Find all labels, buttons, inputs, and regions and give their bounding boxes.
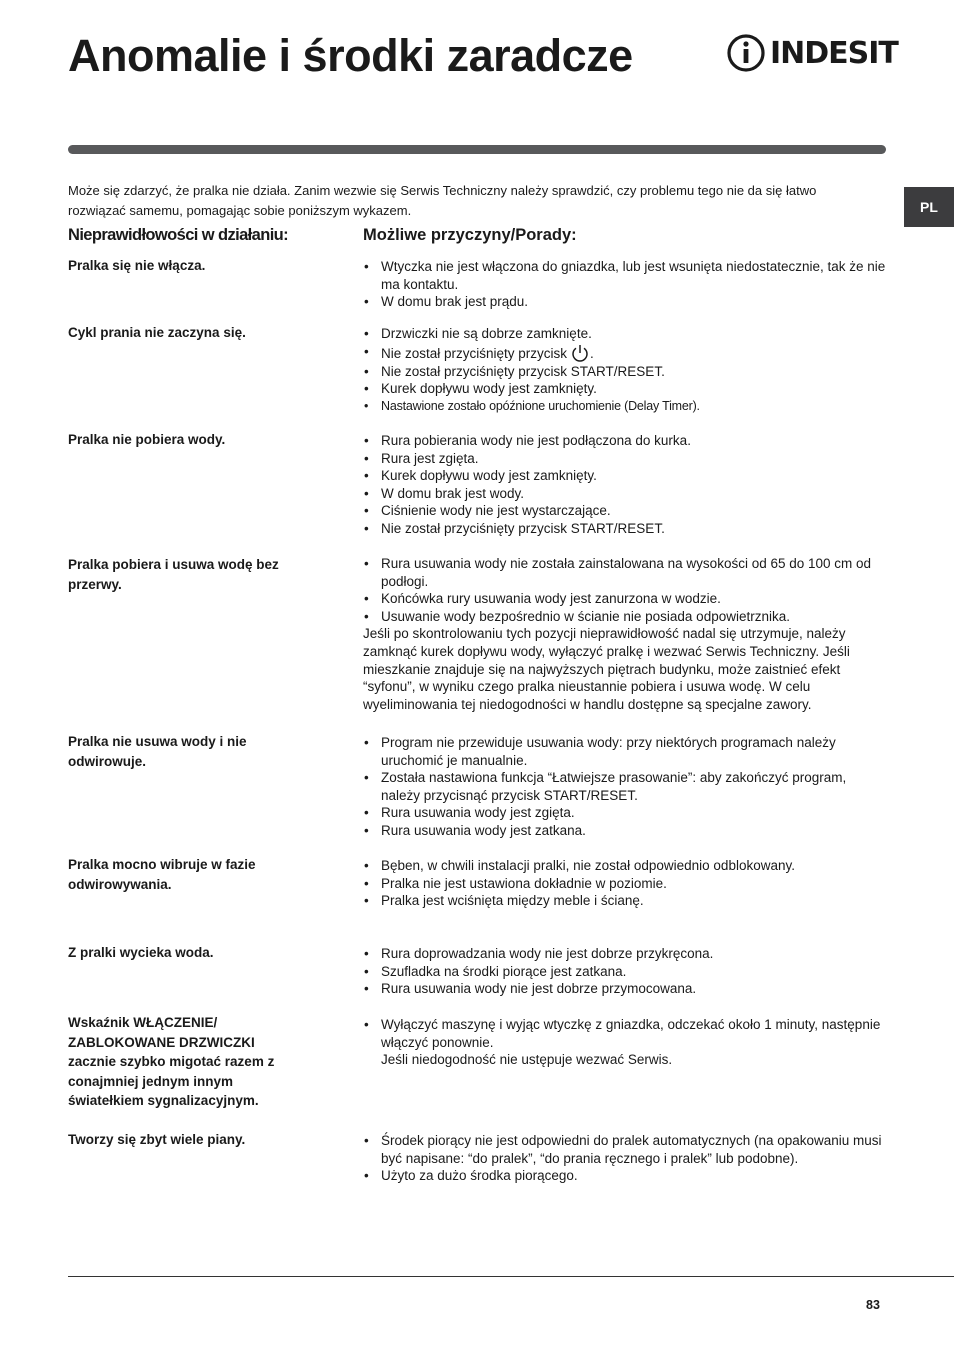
cause-item: • Rura usuwania wody nie jest dobrze przymocowana. (363, 980, 888, 998)
cause-item: • Wyłączyć maszynę i wyjąc wtyczkę z gniazdka, odczekać około 1 minuty, następnie włączyć ponownie. (363, 1016, 888, 1051)
page-title: Anomalie i środki zaradcze (68, 30, 633, 81)
cause-item: • Kurek dopływu wody jest zamknięty. (363, 467, 888, 485)
causes-list (363, 325, 888, 415)
problem-label: Pralka pobiera i usuwa wodę bez przerwy. (68, 557, 279, 592)
problem-label: Pralka się nie włącza. (68, 258, 206, 273)
cause-item: • Usuwanie wody bezpośrednio w ścianie nie posiada odpowietrznika. (363, 608, 888, 626)
problem-label: Tworzy się zbyt wiele piany. (68, 1132, 246, 1147)
causes-list (363, 432, 888, 538)
problem-label: Pralka nie pobiera wody. (68, 432, 226, 447)
cause-item: • Rura usuwania wody jest zatkana. (363, 822, 888, 840)
intro-paragraph: Może się zdarzyć, że pralka nie działa. Zanim wezwie się Serwis Techniczny należy sprawdzić, czy problemu tego nie da się łatwo rozwiązać samemu, pomagając sobie poniższym wykazem. (68, 183, 817, 218)
cause-note: Jeśli niedogodność nie ustępuje wezwać Serwis. (381, 1052, 673, 1068)
cause-item: • Szufladka na środki piorące jest zatkana. (363, 963, 888, 981)
problem-label: Pralka nie usuwa wody i nie odwirowuje. (68, 734, 247, 769)
problem-label: Wskaźnik WŁĄCZENIE/ ZABLOKOWANE DRZWICZKI zacznie szybko migotać razem z conajmniej jednym innym światełkiem sygnalizacyjnym. (68, 1015, 275, 1108)
cause-item: • Końcówka rury usuwania wody jest zanurzona w wodzie. (363, 590, 888, 608)
cause-item: • W domu brak jest prądu. (363, 293, 888, 311)
cause-item: • Rura usuwania wody jest zgięta. (363, 804, 888, 822)
cause-item: • Rura jest zgięta. (363, 450, 888, 468)
cause-item: • Została nastawiona funkcja “Łatwiejsze prasowanie”: aby zakończyć program, należy przycisnąć przycisk START/RESET. (363, 769, 888, 804)
causes-list (363, 945, 888, 998)
cause-item-power: • Nie został przyciśnięty przycisk . (363, 343, 888, 363)
cause-item: • Bęben, w chwili instalacji pralki, nie został odpowiednio odblokowany. (363, 857, 888, 875)
logo-wordmark: INDESIT (770, 35, 898, 71)
cause-item: • Nie został przyciśnięty przycisk START/RESET. (363, 520, 888, 538)
power-button-icon (570, 343, 590, 363)
problem-label: Pralka mocno wibruje w fazie odwirowywania. (68, 857, 256, 892)
cause-item: • Nie został przyciśnięty przycisk START/RESET. (363, 363, 888, 381)
cause-item-text: Nie został przyciśnięty przycisk (381, 345, 568, 361)
footer-divider (68, 1276, 954, 1277)
cause-item: • Środek piorący nie jest odpowiedni do pralek automatycznych (na opakowaniu musi być napisane: “do pralek”, “do prania ręcznego i pralek” lub podobne). (363, 1132, 888, 1167)
cause-item: • Rura usuwania wody nie została zainstalowana na wysokości od 65 do 100 cm od podłogi. (363, 555, 888, 590)
cause-item: • Użyto za dużo środka piorącego. (363, 1167, 888, 1185)
cause-item: • Drzwiczki nie są dobrze zamknięte. (363, 325, 888, 343)
cause-item: • Kurek dopływu wody jest zamknięty. (363, 380, 888, 398)
indesit-logo-icon (726, 32, 766, 74)
column-header-causes: Możliwe przyczyny/Porady: (363, 226, 577, 244)
problem-label: Cykl prania nie zaczyna się. (68, 325, 246, 340)
column-header-problems: Nieprawidłowości w działaniu: (68, 226, 289, 244)
causes-list (363, 1132, 888, 1185)
causes-list (363, 857, 888, 910)
page-number: 83 (866, 1298, 880, 1312)
header-divider (68, 145, 886, 154)
cause-item: • Pralka nie jest ustawiona dokładnie w poziomie. (363, 875, 888, 893)
cause-item: • Rura doprowadzania wody nie jest dobrze przykręcona. (363, 945, 888, 963)
cause-item: • Program nie przewiduje usuwania wody: przy niektórych programach należy uruchomić je manualnie. (363, 734, 888, 769)
cause-item: • Nastawione zostało opóźnione uruchomienie (Delay Timer). (363, 398, 888, 416)
causes-list (363, 258, 888, 311)
cause-item: • Pralka jest wciśnięta między meble i ścianę. (363, 892, 888, 910)
brand-logo (726, 32, 898, 74)
causes-list (363, 555, 888, 713)
causes-list (363, 734, 888, 840)
cause-item: • Ciśnienie wody nie jest wystarczające. (363, 502, 888, 520)
language-tab: PL (904, 187, 954, 227)
problem-label: Z pralki wycieka woda. (68, 945, 214, 960)
cause-item: • W domu brak jest wody. (363, 485, 888, 503)
cause-item: • Rura pobierania wody nie jest podłączona do kurka. (363, 432, 888, 450)
causes-list (363, 1016, 888, 1069)
cause-note: Jeśli po skontrolowaniu tych pozycji nieprawidłowość nadal się utrzymuje, należy zamknąć kurek dopływu wody, wyłączyć pralkę i wezwać Serwis Techniczny. Jeśli mieszkanie znajduje się na najwyższych piętrach budynku, może zaistnieć efekt “syfonu”, w wyniku czego pralka nieustannie pobiera i usuwa wodę. W celu wyeliminowania tej niedogodności w handlu dostępne są specjalne zawory. (363, 626, 850, 712)
cause-item: • Wtyczka nie jest włączona do gniazdka, lub jest wsunięta niedostatecznie, tak że nie ma kontaktu. (363, 258, 888, 293)
